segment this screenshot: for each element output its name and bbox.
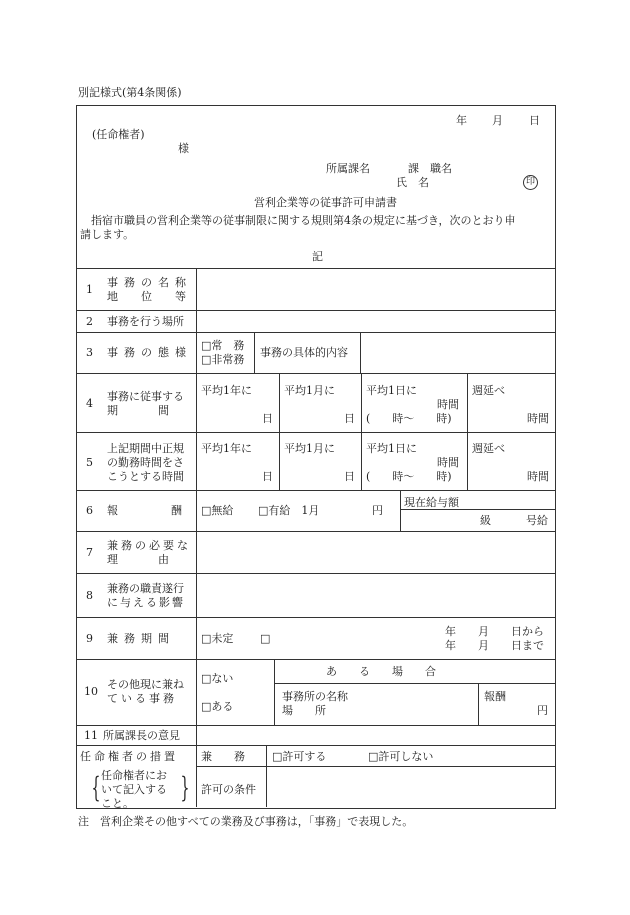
row11-number: 11 [84, 729, 98, 742]
row4-hours-unit: 時間 [437, 398, 459, 411]
row2-number: 2 [86, 315, 93, 328]
row4-label-b: 期 間 [107, 404, 175, 417]
row3-number: 3 [86, 346, 93, 359]
row4-time-range: ( 時〜 時) [366, 412, 452, 425]
undecided-checkbox[interactable]: □未定 [201, 632, 234, 645]
row5-number: 5 [86, 456, 93, 469]
irregular-checkbox[interactable]: □非常務 [201, 353, 245, 366]
row1-label-b: 地 位 等 [107, 290, 192, 303]
measure-note-line1: 任命権者にお [101, 769, 167, 782]
row-divider [76, 725, 555, 726]
row6-number: 6 [86, 504, 93, 517]
form-reference: 別記様式(第4条関係) [78, 86, 182, 99]
cell-divider [254, 332, 255, 373]
seal-icon: 印 [523, 175, 538, 190]
row7-label-a: 兼務の必要な [107, 539, 191, 552]
measure-note-line3: こと。 [101, 797, 134, 810]
row5-hours-unit: 時間 [437, 456, 459, 469]
cell-divider [360, 332, 361, 373]
row4-weekly-hours-unit: 時間 [527, 412, 549, 425]
row5-weekly-hours-unit: 時間 [527, 470, 549, 483]
row5-avg-day: 平均1日に [366, 442, 417, 455]
date-day: 日 [529, 114, 540, 127]
row4-avg-year: 平均1年に [201, 384, 252, 397]
row4-days-unit: 日 [344, 412, 355, 425]
deny-checkbox[interactable]: □許可しない [368, 750, 434, 763]
row9-label: 兼務期間 [107, 632, 175, 645]
row5-label-a: 上記期間中正規 [107, 442, 184, 455]
row7-number: 7 [86, 546, 93, 559]
cell-divider [467, 373, 468, 490]
permit-conditions-label: 許可の条件 [201, 783, 256, 796]
permit-checkbox[interactable]: □許可する [272, 750, 327, 763]
row5-weekly-total: 週延べ [472, 442, 505, 455]
row4-avg-day: 平均1日に [366, 384, 417, 397]
label-column-divider [196, 268, 197, 807]
yen-unit: 円 [372, 504, 383, 517]
paid-checkbox[interactable]: □有給 1月 [258, 504, 320, 517]
row8-label-a: 兼務の職責遂行 [107, 582, 184, 595]
footnote: 注 営利企業その他すべての業務及び事務は，「事務」で表現した。 [78, 815, 414, 828]
row-divider [76, 432, 555, 433]
row5-avg-month: 平均1月に [284, 442, 335, 455]
row-divider [76, 310, 555, 311]
row-divider [76, 573, 555, 574]
cell-divider [400, 490, 401, 531]
appointer-measure-label: 任命権者の措置 [80, 750, 178, 763]
place-label: 場 所 [282, 704, 326, 717]
appointer-label: (任命権者) [92, 128, 145, 141]
row4-days-unit: 日 [262, 412, 273, 425]
current-salary-label: 現在給与額 [404, 496, 459, 509]
remuneration-label: 報酬 [484, 690, 506, 703]
ki-label: 記 [312, 250, 323, 263]
row3-label: 事務の態様 [107, 346, 192, 359]
row9-number: 9 [86, 632, 93, 645]
row5-label-b: の勤務時間をさ [107, 456, 184, 469]
row5-time-range: ( 時〜 時) [366, 470, 452, 483]
row5-days-unit: 日 [344, 470, 355, 483]
row6-label: 報 酬 [107, 504, 187, 517]
concurrent-label: 兼 務 [201, 750, 245, 763]
period-checkbox[interactable]: □ [260, 632, 271, 645]
right-brace-icon: } [180, 771, 190, 804]
row2-label: 事務を行う場所 [107, 315, 184, 328]
unpaid-checkbox[interactable]: □無給 [201, 504, 234, 517]
cell-divider [266, 745, 267, 807]
none-checkbox[interactable]: □ない [201, 672, 234, 685]
cell-divider [274, 659, 275, 725]
regular-checkbox[interactable]: □常 務 [201, 339, 245, 352]
row-divider [76, 332, 555, 333]
period-to: 年 月 日まで [445, 639, 544, 652]
row11-label: 所属課長の意見 [103, 729, 180, 742]
row7-label-b: 理 由 [107, 553, 175, 566]
row-divider [196, 766, 555, 767]
measure-note-line2: いて記入する [101, 783, 167, 796]
row-divider [76, 659, 555, 660]
left-brace-icon: { [91, 771, 101, 804]
date-year: 年 [456, 114, 467, 127]
step-unit: 号給 [526, 514, 548, 527]
period-from: 年 月 日から [445, 625, 544, 638]
row10-label-a: その他現に兼ね [107, 678, 184, 691]
row10-label-b: ている事務 [107, 692, 177, 705]
row8-label-b: に与える影響 [107, 596, 185, 609]
body-text-line2: 請します。 [80, 228, 135, 241]
row-divider [400, 509, 555, 510]
row4-number: 4 [86, 397, 93, 410]
form-title: 営利企業等の従事許可申請書 [254, 196, 397, 209]
if-exists-header: あ る 場 合 [326, 665, 436, 678]
name-label: 氏 名 [396, 176, 429, 189]
row-divider [76, 617, 555, 618]
row8-number: 8 [86, 589, 93, 602]
row-divider [76, 745, 555, 746]
exists-checkbox[interactable]: □ある [201, 700, 234, 713]
post-label: 課 職名 [408, 162, 452, 175]
row5-days-unit: 日 [262, 470, 273, 483]
remuneration-yen-unit: 円 [537, 704, 548, 717]
row1-number: 1 [86, 283, 93, 296]
row5-label-c: こうとする時間 [107, 470, 184, 483]
row4-label-a: 事務に従事する [107, 390, 184, 403]
row-divider [274, 683, 555, 684]
row-divider [76, 373, 555, 374]
row-divider [76, 531, 555, 532]
row5-avg-year: 平均1年に [201, 442, 252, 455]
cell-divider [279, 373, 280, 490]
date-month: 月 [492, 114, 503, 127]
office-name-label: 事務所の名称 [282, 690, 348, 703]
grade-unit: 級 [480, 514, 491, 527]
cell-divider [478, 683, 479, 725]
row1-label-a: 事務の名称 [107, 276, 192, 289]
cell-divider [361, 373, 362, 490]
sama-label: 様 [178, 142, 189, 155]
body-text-line1: 指宿市職員の営利企業等の従事制限に関する規則第4条の規定に基づき，次のとおり申 [91, 214, 516, 227]
dept-label: 所属課名 [326, 162, 370, 175]
specific-content-label: 事務の具体的内容 [260, 346, 348, 359]
row-divider [76, 268, 555, 269]
row-divider [76, 490, 555, 491]
row4-weekly-total: 週延べ [472, 384, 505, 397]
row10-number: 10 [84, 685, 98, 698]
row4-avg-month: 平均1月に [284, 384, 335, 397]
